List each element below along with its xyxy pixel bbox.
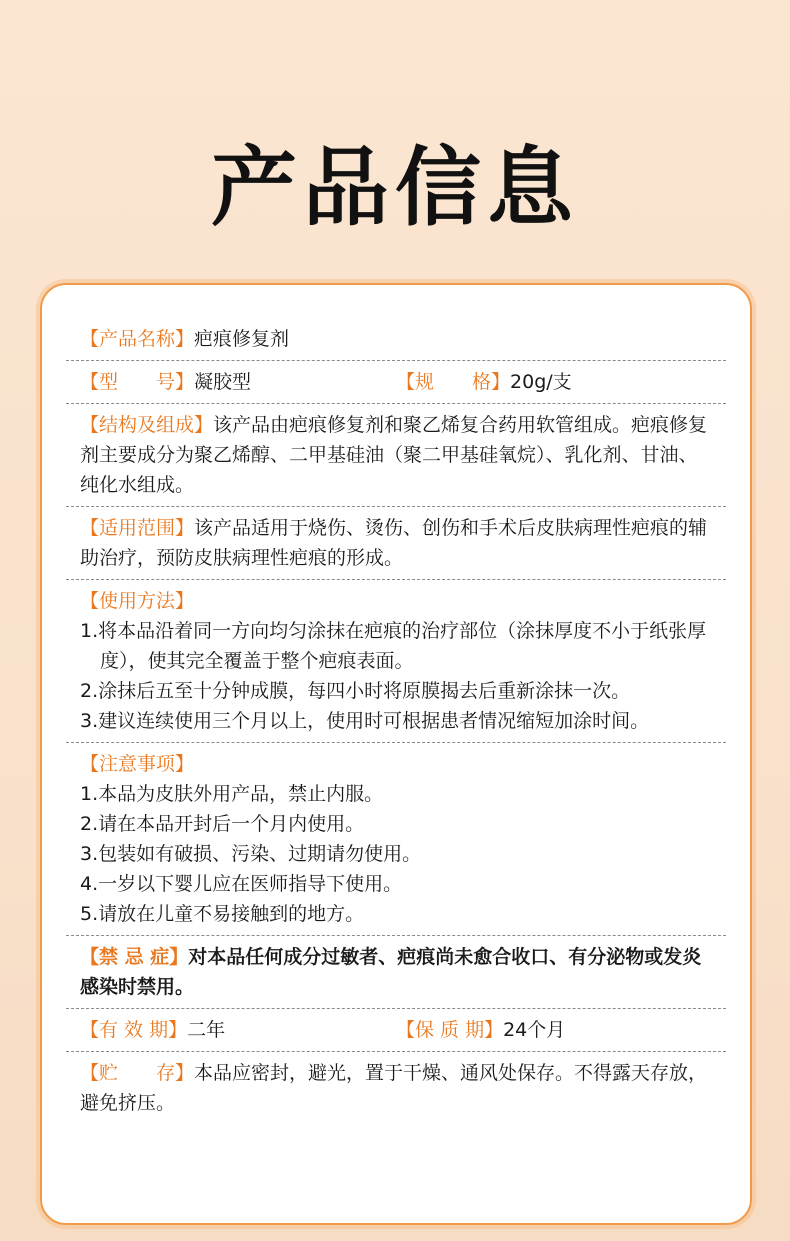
model-label: 【型 号】 — [80, 371, 195, 393]
section-validity-shelf — [66, 1009, 726, 1052]
structure-label: 【结构及组成】 — [80, 414, 214, 436]
caution-label: 【注意事项】 — [80, 753, 195, 775]
section-usage — [66, 580, 726, 743]
spec-value: 20g/支 — [510, 371, 572, 393]
contra-value: 对本品任何成分过敏者、疤痕尚未愈合收口、有分泌物或发炎感染时禁用。 — [80, 946, 702, 998]
name-value: 疤痕修复剂 — [194, 328, 290, 350]
caution-list — [80, 779, 712, 929]
storage-value: 本品应密封，避光，置于干燥、通风处保存。不得露天存放，避免挤压。 — [80, 1062, 708, 1114]
section-scope — [66, 507, 726, 580]
spec-label: 【规 格】 — [396, 371, 511, 393]
info-content — [66, 318, 726, 1124]
section-contraindication — [66, 936, 726, 1009]
usage-item: 3.建议连续使用三个月以上，使用时可根据患者情况缩短加涂时间。 — [80, 710, 650, 732]
section-name — [66, 318, 726, 361]
model-value: 凝胶型 — [194, 371, 252, 393]
usage-item: 1.将本品沿着同一方向均匀涂抹在疤痕的治疗部位（涂抹厚度不小于纸张厚度），使其完全覆盖于整个疤痕表面。 — [80, 620, 707, 672]
section-storage — [66, 1052, 726, 1124]
usage-label: 【使用方法】 — [80, 590, 195, 612]
shelf-label: 【保 质 期】 — [396, 1019, 504, 1041]
usage-item: 2.涂抹后五至十分钟成膜，每四小时将原膜揭去后重新涂抹一次。 — [80, 680, 631, 702]
page-title: 产品信息 — [211, 138, 579, 238]
section-structure — [66, 404, 726, 507]
usage-list — [80, 616, 712, 736]
caution-item: 1.本品为皮肤外用产品，禁止内服。 — [80, 783, 384, 805]
validity-label: 【有 效 期】 — [80, 1019, 188, 1041]
storage-label: 【贮 存】 — [80, 1062, 195, 1084]
name-label: 【产品名称】 — [80, 328, 195, 350]
scope-label: 【适用范围】 — [80, 517, 195, 539]
structure-value: 该产品由疤痕修复剂和聚乙烯复合药用软管组成。疤痕修复剂主要成分为聚乙烯醇、二甲基硅油（聚二甲基硅氧烷）、乳化剂、甘油、纯化水组成。 — [80, 414, 708, 496]
validity-value: 二年 — [187, 1019, 226, 1041]
shelf-value: 24个月 — [503, 1019, 566, 1041]
caution-item: 3.包装如有破损、污染、过期请勿使用。 — [80, 843, 422, 865]
section-model-spec — [66, 361, 726, 404]
caution-item: 4.一岁以下婴儿应在医师指导下使用。 — [80, 873, 403, 895]
scope-value: 该产品适用于烧伤、烫伤、创伤和手术后皮肤病理性疤痕的辅助治疗，预防皮肤病理性疤痕的形成。 — [80, 517, 708, 569]
section-caution — [66, 743, 726, 936]
caution-item: 5.请放在儿童不易接触到的地方。 — [80, 903, 365, 925]
contra-label: 【禁 忌 症】 — [80, 946, 189, 968]
caution-item: 2.请在本品开封后一个月内使用。 — [80, 813, 365, 835]
